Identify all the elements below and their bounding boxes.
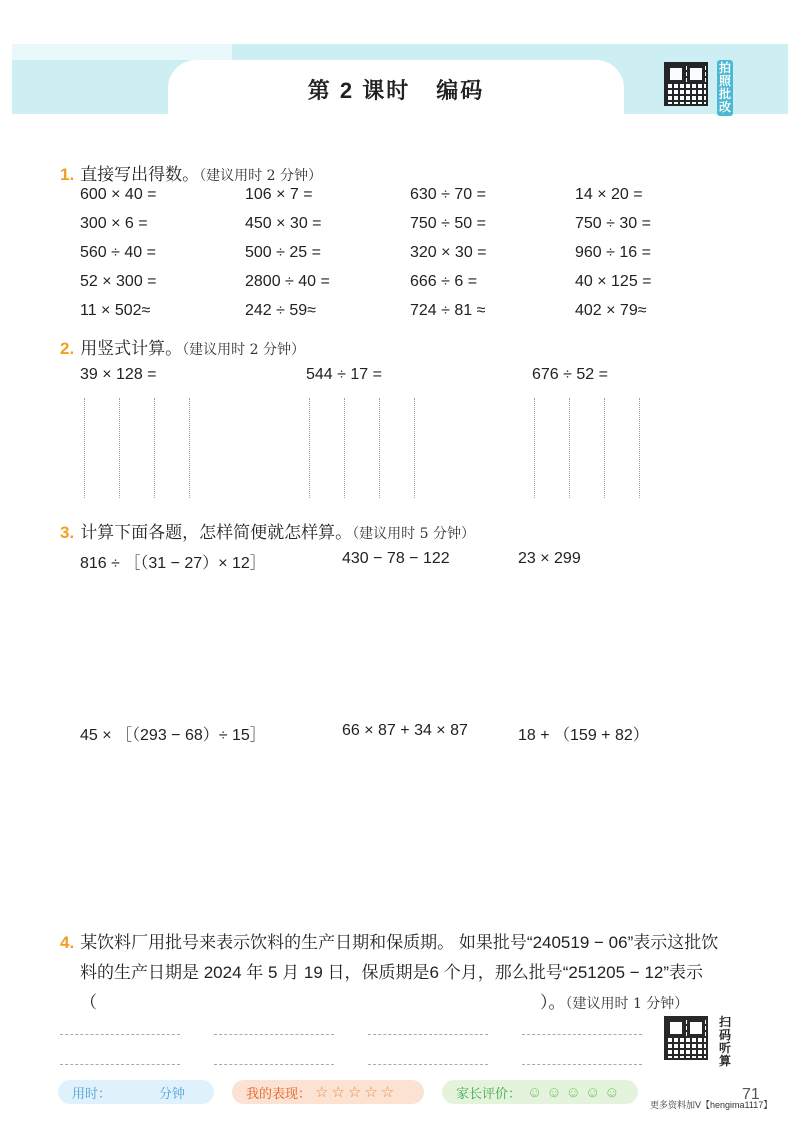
q3-item: 66 × 87 + 34 × 87 [342, 722, 468, 739]
q4-text-line1: 某饮料厂用批号来表示饮料的生产日期和保质期。 如果批号“240519 − 06”表示这批饮 [80, 933, 719, 952]
q1-number: 1. [60, 165, 75, 184]
page-number: 71 [742, 1086, 760, 1103]
q3-number: 3. [60, 523, 75, 542]
work-guide-line [84, 398, 85, 498]
answer-line [522, 1034, 642, 1035]
header-notch [12, 44, 232, 60]
photo-grade-label[interactable] [717, 60, 733, 116]
q2-item: 39 × 128 = [80, 366, 157, 383]
work-guide-line [154, 398, 155, 498]
answer-line [522, 1064, 642, 1065]
q3-item: 23 × 299 [518, 550, 581, 567]
parent-review-pill [442, 1080, 638, 1104]
promo-text: 更多资料加V【hengima1117】 [650, 1100, 773, 1110]
work-guide-line [534, 398, 535, 498]
q1-item: 52 × 300 = [80, 273, 157, 290]
q3-item: 18 + （159 + 82） [518, 727, 649, 744]
q1-item: 560 ÷ 40 = [80, 244, 156, 261]
work-guide-line [189, 398, 190, 498]
scan-listen-char: 算 [718, 1054, 731, 1068]
answer-line [214, 1064, 334, 1065]
lesson-label: 第 2 课时 [307, 78, 411, 103]
time-used-pill [58, 1080, 214, 1104]
work-guide-line [119, 398, 120, 498]
time-label: 用时： [72, 1085, 112, 1101]
q3-item: 45 × ［（293 − 68）÷ 15］ [80, 727, 266, 744]
q1-item: 666 ÷ 6 = [410, 273, 478, 290]
q1-item: 320 × 30 = [410, 244, 487, 261]
qr-code-icon[interactable] [664, 1016, 708, 1060]
q2-item: 676 ÷ 52 = [532, 366, 608, 383]
scan-listen-char: 码 [718, 1028, 731, 1042]
q4-text-line2: 料的生产日期是 2024 年 5 月 19 日，保质期是6 个月，那么批号“251205 − 12”表示 [80, 963, 704, 982]
performance-label: 我的表现： [246, 1085, 312, 1101]
smiley-rating-icon[interactable]: ☺☺☺☺☺ [527, 1083, 624, 1101]
photo-grade-char: 批 [718, 87, 731, 101]
q1-item: 2800 ÷ 40 = [245, 273, 330, 290]
q3-item: 816 ÷ ［（31 − 27）× 12］ [80, 555, 266, 572]
topic-label: 编码 [436, 78, 485, 103]
work-guide-line [639, 398, 640, 498]
work-guide-line [604, 398, 605, 498]
answer-line [60, 1064, 180, 1065]
time-unit: 分钟 [159, 1085, 186, 1101]
q4-close-paren: ）。 [540, 993, 566, 1012]
work-guide-line [379, 398, 380, 498]
work-guide-line [309, 398, 310, 498]
page-title [168, 74, 624, 105]
q1-item: 242 ÷ 59≈ [245, 302, 316, 319]
q2-text: 用竖式计算。 [80, 339, 183, 358]
q1-item: 106 × 7 = [245, 186, 313, 203]
q2-hint: （建议用时 2 分钟） [182, 342, 305, 358]
q2-item: 544 ÷ 17 = [306, 366, 382, 383]
scan-listen-char: 扫 [718, 1015, 731, 1029]
q1-hint: （建议用时 2 分钟） [199, 168, 322, 184]
q1-item: 500 ÷ 25 = [245, 244, 321, 261]
photo-grade-char: 照 [718, 74, 731, 88]
scan-listen-label[interactable] [717, 1016, 733, 1068]
q1-item: 402 × 79≈ [575, 302, 647, 319]
qr-code-icon[interactable] [664, 62, 708, 106]
q4-close-row [540, 988, 688, 1013]
star-rating-icon[interactable]: ☆☆☆☆☆ [315, 1084, 398, 1101]
work-guide-line [344, 398, 345, 498]
q3-hint: （建议用时 5 分钟） [352, 526, 475, 542]
answer-line [368, 1064, 488, 1065]
q3-item: 430 − 78 − 122 [342, 550, 450, 567]
q1-item: 40 × 125 = [575, 273, 652, 290]
scan-listen-char: 听 [718, 1041, 731, 1055]
work-guide-line [414, 398, 415, 498]
q1-item: 600 × 40 = [80, 186, 157, 203]
q2-heading [60, 334, 305, 359]
q1-item: 300 × 6 = [80, 215, 148, 232]
q1-item: 750 ÷ 30 = [575, 215, 651, 232]
q4-open-paren: （ [80, 993, 97, 1012]
q1-item: 750 ÷ 50 = [410, 215, 486, 232]
parent-label: 家长评价： [456, 1085, 522, 1101]
q2-number: 2. [60, 339, 75, 358]
q1-heading [60, 160, 322, 185]
q3-text: 计算下面各题，怎样简便就怎样算。 [80, 523, 353, 542]
q1-item: 960 ÷ 16 = [575, 244, 651, 261]
q1-item: 450 × 30 = [245, 215, 322, 232]
q4-hint: （建议用时 1 分钟） [565, 996, 689, 1012]
photo-grade-char: 拍 [718, 61, 731, 75]
q1-item: 11 × 502≈ [80, 302, 151, 319]
answer-line [214, 1034, 334, 1035]
work-guide-line [569, 398, 570, 498]
q4-number: 4. [60, 933, 75, 952]
answer-line [60, 1034, 180, 1035]
performance-pill [232, 1080, 424, 1104]
q1-grid [80, 186, 680, 331]
q3-heading [60, 518, 475, 543]
photo-grade-char: 改 [718, 100, 731, 114]
answer-line [368, 1034, 488, 1035]
q1-item: 630 ÷ 70 = [410, 186, 486, 203]
q1-item: 724 ÷ 81 ≈ [410, 302, 486, 319]
q1-text: 直接写出得数。 [80, 165, 200, 184]
q1-item: 14 × 20 = [575, 186, 643, 203]
q4-line1 [60, 928, 750, 953]
